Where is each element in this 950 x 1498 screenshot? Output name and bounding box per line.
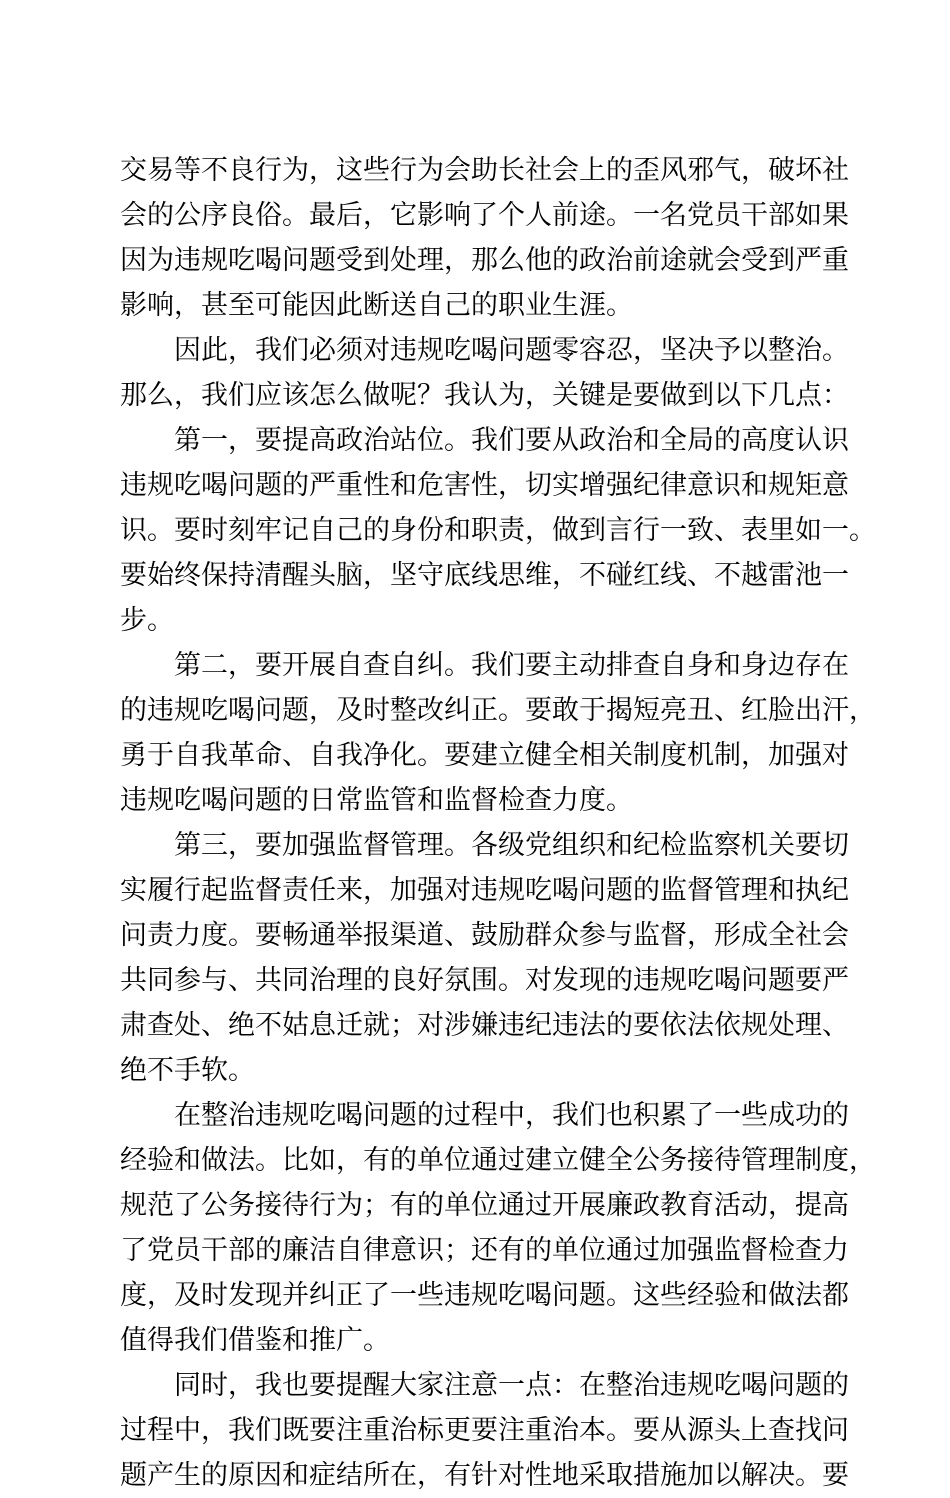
- text-line: 题产生的原因和症结所在，有针对性地采取措施加以解决。要: [120, 1460, 849, 1491]
- text-line: 规范了公务接待行为；有的单位通过开展廉政教育活动，提高: [120, 1190, 849, 1221]
- text-line: 勇于自我革命、自我净化。要建立健全相关制度机制，加强对: [120, 740, 849, 771]
- text-line: 肃查处、绝不姑息迁就；对涉嫌违纪违法的要依法依规处理、: [120, 1010, 849, 1041]
- text-line: 实履行起监督责任来，加强对违规吃喝问题的监督管理和执纪: [120, 875, 849, 906]
- text-line: 交易等不良行为，这些行为会助长社会上的歪风邪气，破坏社: [120, 155, 849, 186]
- text-line: 在整治违规吃喝问题的过程中，我们也积累了一些成功的: [174, 1100, 849, 1131]
- text-line: 经验和做法。比如，有的单位通过建立健全公务接待管理制度，: [120, 1145, 876, 1176]
- text-line: 因此，我们必须对违规吃喝问题零容忍，坚决予以整治。: [174, 335, 849, 366]
- text-line: 会的公序良俗。最后，它影响了个人前途。一名党员干部如果: [120, 200, 849, 231]
- text-line: 识。要时刻牢记自己的身份和职责，做到言行一致、表里如一。: [120, 515, 876, 546]
- text-line: 值得我们借鉴和推广。: [120, 1325, 390, 1356]
- text-line: 度，及时发现并纠正了一些违规吃喝问题。这些经验和做法都: [120, 1280, 849, 1311]
- paragraph-6: [120, 1093, 876, 1363]
- document-body: [120, 148, 876, 1498]
- text-line: 要始终保持清醒头脑，坚守底线思维，不碰红线、不越雷池一: [120, 560, 849, 591]
- paragraph-4: [120, 643, 876, 823]
- text-line: 步。: [120, 605, 174, 636]
- text-line: 绝不手软。: [120, 1055, 255, 1086]
- text-line: 因为违规吃喝问题受到处理，那么他的政治前途就会受到严重: [120, 245, 849, 276]
- text-line: 同时，我也要提醒大家注意一点：在整治违规吃喝问题的: [174, 1370, 849, 1401]
- paragraph-7: [120, 1363, 849, 1498]
- paragraph-2: [120, 328, 849, 418]
- paragraph-5: [120, 823, 849, 1093]
- text-line: 过程中，我们既要注重治标更要注重治本。要从源头上查找问: [120, 1415, 849, 1446]
- text-line: 第三，要加强监督管理。各级党组织和纪检监察机关要切: [174, 830, 849, 861]
- text-line: 那么，我们应该怎么做呢？我认为，关键是要做到以下几点：: [120, 380, 849, 411]
- text-line: 的违规吃喝问题，及时整改纠正。要敢于揭短亮丑、红脸出汗，: [120, 695, 876, 726]
- text-line: 问责力度。要畅通举报渠道、鼓励群众参与监督，形成全社会: [120, 920, 849, 951]
- paragraph-1: [120, 148, 849, 328]
- paragraph-3: [120, 418, 876, 643]
- text-line: 第二，要开展自查自纠。我们要主动排查自身和身边存在: [174, 650, 849, 681]
- text-line: 影响，甚至可能因此断送自己的职业生涯。: [120, 290, 633, 321]
- text-line: 第一，要提高政治站位。我们要从政治和全局的高度认识: [174, 425, 849, 456]
- text-line: 违规吃喝问题的日常监管和监督检查力度。: [120, 785, 633, 816]
- text-line: 了党员干部的廉洁自律意识；还有的单位通过加强监督检查力: [120, 1235, 849, 1266]
- text-line: 共同参与、共同治理的良好氛围。对发现的违规吃喝问题要严: [120, 965, 849, 996]
- text-line: 违规吃喝问题的严重性和危害性，切实增强纪律意识和规矩意: [120, 470, 849, 501]
